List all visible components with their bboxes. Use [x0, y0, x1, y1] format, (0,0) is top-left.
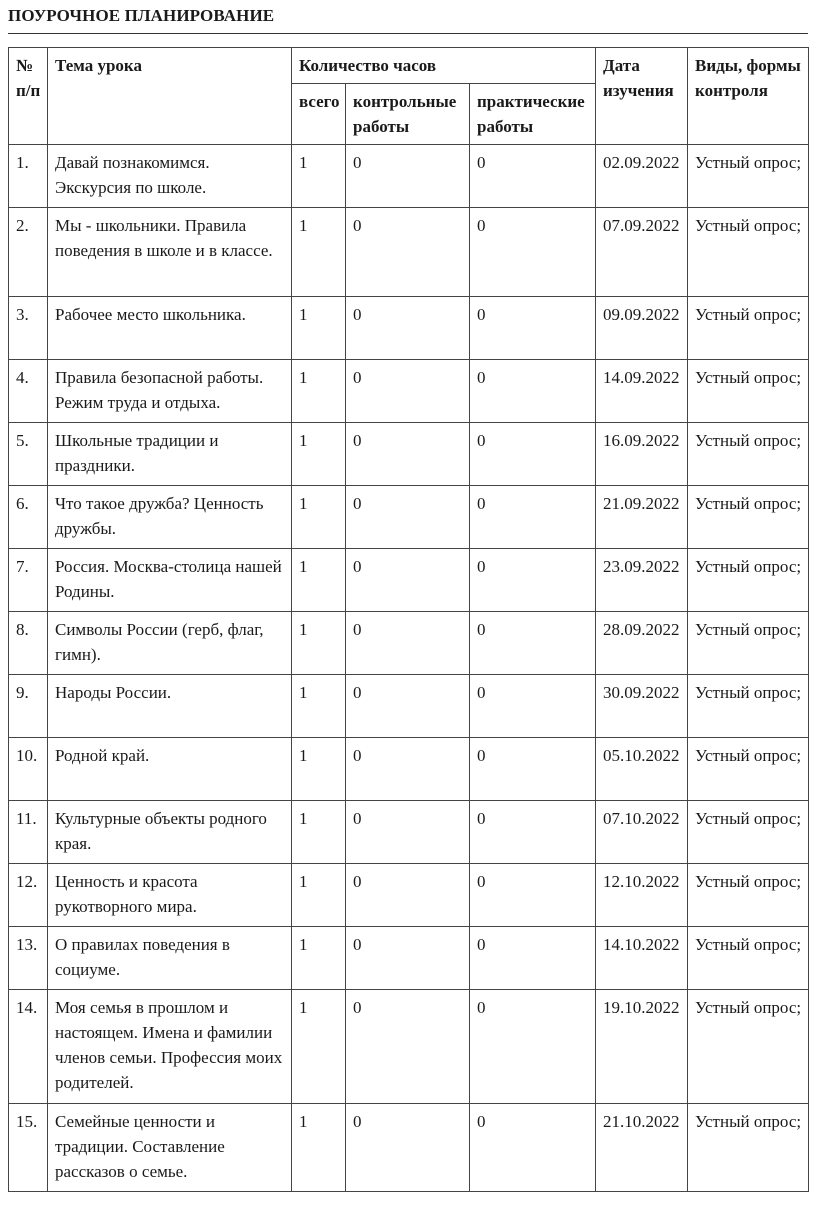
- cell-control: 0: [346, 738, 470, 801]
- cell-control: 0: [346, 423, 470, 486]
- cell-forms: Устный опрос;: [688, 486, 809, 549]
- lesson-plan-table: [8, 47, 809, 1192]
- cell-control: 0: [346, 801, 470, 864]
- cell-topic: Правила безопасной работы. Режим труда и отдыха.: [48, 360, 292, 423]
- cell-num: 14.: [9, 990, 48, 1104]
- cell-practical: 0: [470, 423, 596, 486]
- cell-total: 1: [292, 208, 346, 297]
- cell-forms: Устный опрос;: [688, 145, 809, 208]
- cell-practical: 0: [470, 360, 596, 423]
- cell-forms: Устный опрос;: [688, 990, 809, 1104]
- cell-practical: 0: [470, 297, 596, 360]
- table-row: [9, 297, 809, 360]
- cell-date: 19.10.2022: [596, 990, 688, 1104]
- cell-num: 10.: [9, 738, 48, 801]
- cell-control: 0: [346, 145, 470, 208]
- cell-total: 1: [292, 927, 346, 990]
- cell-num: 8.: [9, 612, 48, 675]
- title-divider: [8, 33, 808, 34]
- cell-total: 1: [292, 738, 346, 801]
- cell-total: 1: [292, 990, 346, 1104]
- cell-total: 1: [292, 549, 346, 612]
- cell-practical: 0: [470, 738, 596, 801]
- cell-control: 0: [346, 612, 470, 675]
- cell-date: 05.10.2022: [596, 738, 688, 801]
- table-row: [9, 927, 809, 990]
- cell-total: 1: [292, 360, 346, 423]
- table-row: [9, 801, 809, 864]
- cell-date: 14.09.2022: [596, 360, 688, 423]
- table-row: [9, 423, 809, 486]
- cell-date: 28.09.2022: [596, 612, 688, 675]
- cell-control: 0: [346, 990, 470, 1104]
- table-row: [9, 549, 809, 612]
- cell-num: 11.: [9, 801, 48, 864]
- cell-practical: 0: [470, 864, 596, 927]
- cell-practical: 0: [470, 145, 596, 208]
- cell-total: 1: [292, 297, 346, 360]
- cell-num: 2.: [9, 208, 48, 297]
- cell-num: 13.: [9, 927, 48, 990]
- cell-topic: Семейные ценности и традиции. Составление рассказов о семье.: [48, 1104, 292, 1192]
- cell-date: 07.10.2022: [596, 801, 688, 864]
- cell-date: 09.09.2022: [596, 297, 688, 360]
- cell-forms: Устный опрос;: [688, 549, 809, 612]
- cell-date: 12.10.2022: [596, 864, 688, 927]
- cell-forms: Устный опрос;: [688, 612, 809, 675]
- cell-num: 12.: [9, 864, 48, 927]
- cell-practical: 0: [470, 612, 596, 675]
- cell-control: 0: [346, 864, 470, 927]
- cell-forms: Устный опрос;: [688, 1104, 809, 1192]
- cell-total: 1: [292, 486, 346, 549]
- cell-date: 21.10.2022: [596, 1104, 688, 1192]
- cell-topic: Ценность и красота рукотворного мира.: [48, 864, 292, 927]
- cell-date: 02.09.2022: [596, 145, 688, 208]
- cell-forms: Устный опрос;: [688, 864, 809, 927]
- table-row: [9, 990, 809, 1104]
- cell-topic: Культурные объекты родного края.: [48, 801, 292, 864]
- cell-total: 1: [292, 1104, 346, 1192]
- header-date: Дата изучения: [596, 48, 688, 145]
- cell-topic: Родной край.: [48, 738, 292, 801]
- cell-forms: Устный опрос;: [688, 297, 809, 360]
- cell-practical: 0: [470, 990, 596, 1104]
- cell-forms: Устный опрос;: [688, 208, 809, 297]
- cell-practical: 0: [470, 1104, 596, 1192]
- cell-topic: Символы России (герб, флаг, гимн).: [48, 612, 292, 675]
- cell-num: 3.: [9, 297, 48, 360]
- table-row: [9, 145, 809, 208]
- header-topic: Тема урока: [48, 48, 292, 145]
- cell-num: 4.: [9, 360, 48, 423]
- header-hours: Количество часов: [292, 48, 596, 84]
- cell-total: 1: [292, 145, 346, 208]
- cell-total: 1: [292, 864, 346, 927]
- cell-control: 0: [346, 549, 470, 612]
- cell-control: 0: [346, 297, 470, 360]
- cell-control: 0: [346, 360, 470, 423]
- cell-forms: Устный опрос;: [688, 360, 809, 423]
- table-row: [9, 864, 809, 927]
- cell-date: 16.09.2022: [596, 423, 688, 486]
- cell-forms: Устный опрос;: [688, 927, 809, 990]
- cell-topic: Давай познакомимся. Экскурсия по школе.: [48, 145, 292, 208]
- table-row: [9, 675, 809, 738]
- cell-practical: 0: [470, 549, 596, 612]
- cell-num: 9.: [9, 675, 48, 738]
- cell-topic: Моя семья в прошлом и настоящем. Имена и фамилии членов семьи. Профессия моих родителей.: [48, 990, 292, 1104]
- header-practical: практические работы: [470, 84, 596, 145]
- cell-control: 0: [346, 675, 470, 738]
- cell-forms: Устный опрос;: [688, 423, 809, 486]
- cell-date: 21.09.2022: [596, 486, 688, 549]
- cell-practical: 0: [470, 208, 596, 297]
- cell-date: 23.09.2022: [596, 549, 688, 612]
- cell-forms: Устный опрос;: [688, 738, 809, 801]
- cell-forms: Устный опрос;: [688, 801, 809, 864]
- cell-practical: 0: [470, 486, 596, 549]
- table-row: [9, 612, 809, 675]
- cell-num: 1.: [9, 145, 48, 208]
- cell-date: 30.09.2022: [596, 675, 688, 738]
- cell-topic: Народы России.: [48, 675, 292, 738]
- cell-topic: О правилах поведения в социуме.: [48, 927, 292, 990]
- table-row: [9, 360, 809, 423]
- table-row: [9, 738, 809, 801]
- cell-practical: 0: [470, 675, 596, 738]
- table-row: [9, 208, 809, 297]
- cell-forms: Устный опрос;: [688, 675, 809, 738]
- cell-control: 0: [346, 208, 470, 297]
- cell-total: 1: [292, 675, 346, 738]
- cell-date: 14.10.2022: [596, 927, 688, 990]
- cell-total: 1: [292, 612, 346, 675]
- cell-topic: Мы - школьники. Правила поведения в школе и в классе.: [48, 208, 292, 297]
- page-title: ПОУРОЧНОЕ ПЛАНИРОВАНИЕ: [8, 6, 275, 25]
- header-total: всего: [292, 84, 346, 145]
- cell-num: 5.: [9, 423, 48, 486]
- cell-total: 1: [292, 801, 346, 864]
- cell-topic: Школьные традиции и праздники.: [48, 423, 292, 486]
- cell-num: 7.: [9, 549, 48, 612]
- cell-topic: Россия. Москва-столица нашей Родины.: [48, 549, 292, 612]
- header-control: контрольные работы: [346, 84, 470, 145]
- header-num: № п/п: [9, 48, 48, 145]
- cell-total: 1: [292, 423, 346, 486]
- table-row: [9, 486, 809, 549]
- cell-control: 0: [346, 927, 470, 990]
- cell-control: 0: [346, 1104, 470, 1192]
- header-forms: Виды, формы контроля: [688, 48, 809, 145]
- cell-practical: 0: [470, 927, 596, 990]
- cell-topic: Рабочее место школьника.: [48, 297, 292, 360]
- cell-control: 0: [346, 486, 470, 549]
- table-header-row: [9, 48, 809, 84]
- cell-topic: Что такое дружба? Ценность дружбы.: [48, 486, 292, 549]
- cell-num: 15.: [9, 1104, 48, 1192]
- cell-num: 6.: [9, 486, 48, 549]
- table-row: [9, 1104, 809, 1192]
- cell-date: 07.09.2022: [596, 208, 688, 297]
- table-body: [9, 145, 809, 1192]
- cell-practical: 0: [470, 801, 596, 864]
